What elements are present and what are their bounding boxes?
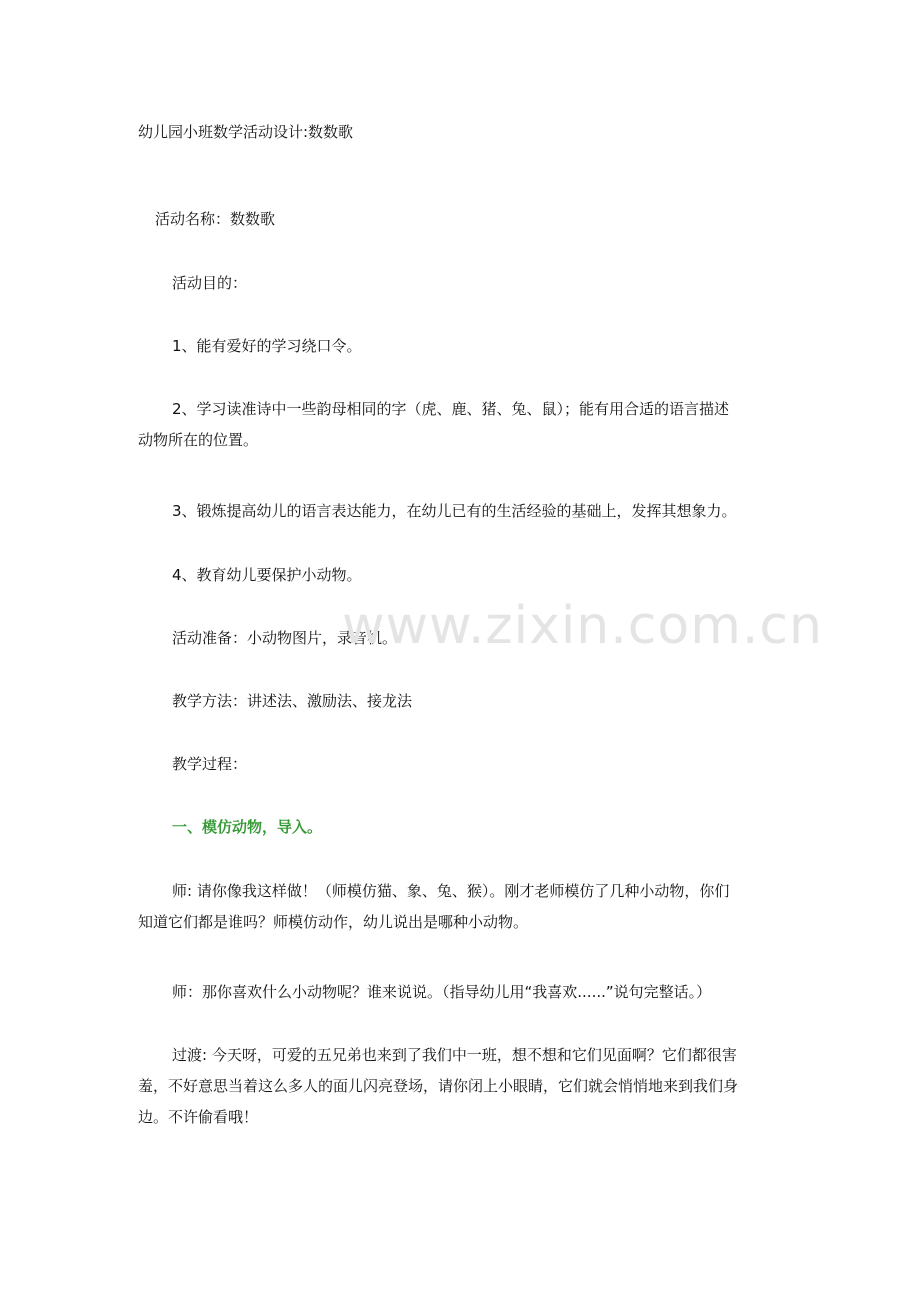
- watermark: www.zixin.com.cn: [342, 596, 823, 656]
- document-title: 幼儿园小班数学活动设计:数数歌: [138, 123, 354, 141]
- goal-item-1: [172, 331, 817, 362]
- teacher-dialogue-1-line-1: 师: 请你像我这样做！（师模仿猫、象、兔、猴）。刚才老师模仿了几种小动物，你们: [172, 882, 730, 900]
- goal-item-2-line-2: 动物所在的位置。: [138, 431, 259, 449]
- process-heading-text: 教学过程：: [172, 755, 248, 773]
- activity-name: [155, 204, 800, 235]
- goal-item-4: [172, 560, 817, 591]
- goal-heading-text: 活动目的：: [172, 274, 248, 292]
- activity-name-text: 活动名称：数数歌: [155, 210, 276, 228]
- goal-item-3-text: 3、锻炼提高幼儿的语言表达能力，在幼儿已有的生活经验的基础上，发挥其想象力。: [172, 502, 737, 520]
- goal-item-2-line-1: 2、学习读准诗中一些韵母相同的字（虎、鹿、猪、兔、鼠）；能有用合适的语言描述: [172, 400, 730, 418]
- teacher-dialogue-1: [138, 876, 783, 938]
- transition-paragraph: [138, 1040, 783, 1133]
- transition-line-2: 羞，不好意思当着这么多人的面儿闪亮登场，请你闭上小眼睛，它们就会悄悄地来到我们身: [138, 1077, 739, 1095]
- transition-line-1: 过渡: 今天呀，可爱的五兄弟也来到了我们中一班，想不想和它们见面啊？它们都很害: [172, 1046, 737, 1064]
- transition-line-3: 边。不许偷看哦！: [138, 1108, 259, 1126]
- teaching-method-text: 教学方法：讲述法、激励法、接龙法: [172, 692, 413, 710]
- goal-item-2: [138, 394, 783, 456]
- goal-item-3: [172, 496, 817, 527]
- section-heading-1-text: 一、模仿动物，导入。: [172, 818, 323, 836]
- teacher-dialogue-2-text: 师：那你喜欢什么小动物呢？谁来说说。（指导幼儿用“我喜欢......”说句完整话。）: [172, 983, 712, 1001]
- teacher-dialogue-2: [172, 977, 817, 1008]
- goal-item-4-text: 4、教育幼儿要保护小动物。: [172, 566, 362, 584]
- section-heading-1: [172, 812, 817, 843]
- process-heading: [172, 749, 817, 780]
- activity-preparation-text: 活动准备：小动物图片，录音机。: [172, 629, 398, 647]
- teaching-method: [172, 686, 817, 717]
- goal-item-1-text: 1、能有爱好的学习绕口令。: [172, 337, 362, 355]
- goal-heading: [172, 268, 817, 299]
- teacher-dialogue-1-line-2: 知道它们都是谁吗？师模仿动作，幼儿说出是哪种小动物。: [138, 913, 529, 931]
